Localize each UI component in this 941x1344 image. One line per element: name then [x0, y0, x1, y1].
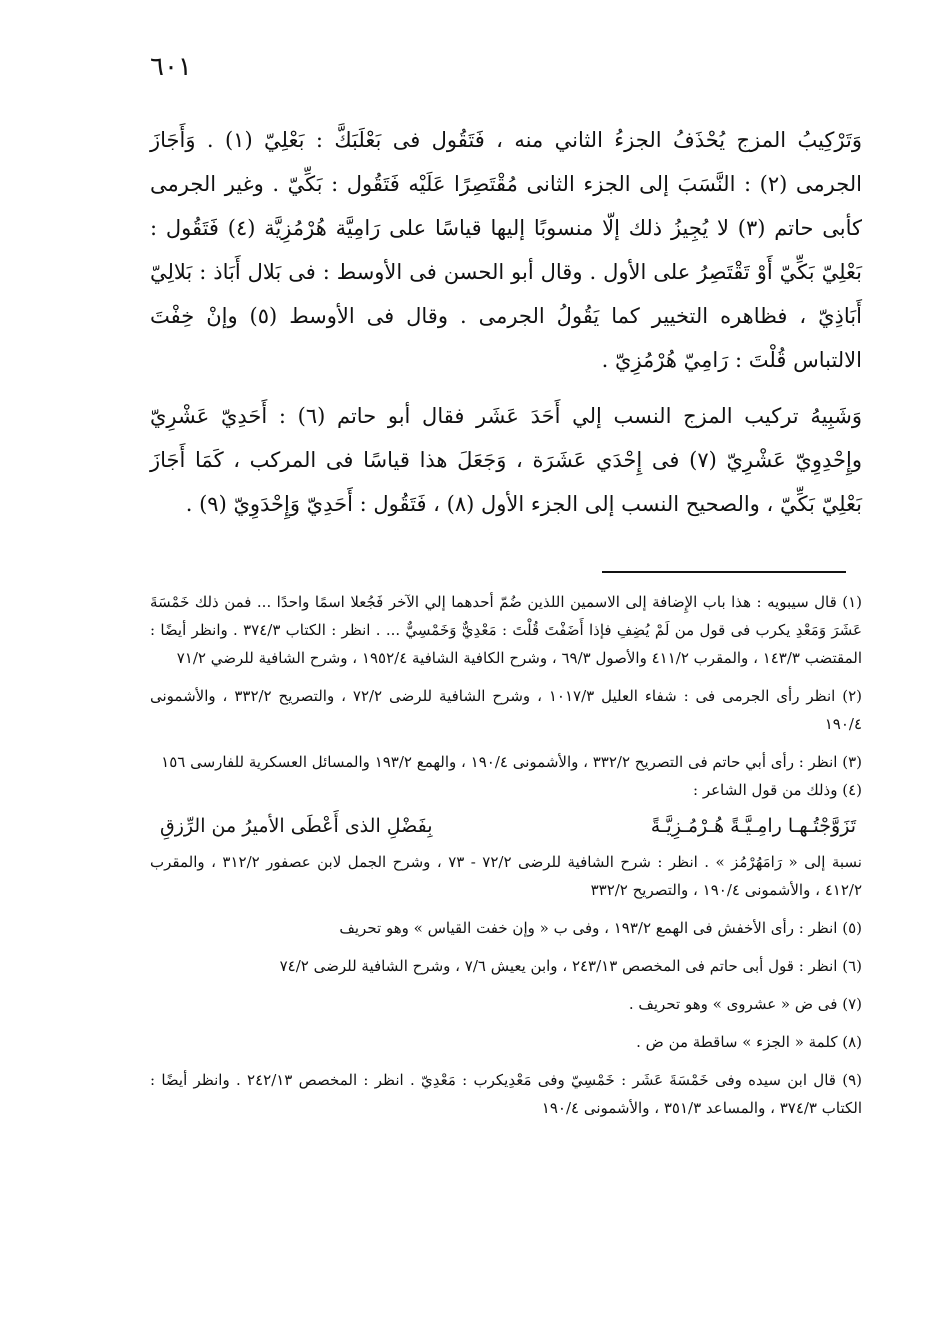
footnote-3: (٣) انظر : رأى أبي حاتم فى التصريح ٣٣٢/٢ ، والأشمونى ١٩٠/٤ ، والهمع ١٩٣/٢ والمسائل العسكرية للفارسى ١٥٦: [161, 753, 862, 771]
footnote-5: (٥) انظر : رأى الأخفش فى الهمع ١٩٣/٢ ، وفى ب « وإن خفت القياس » وهو تحريف: [339, 919, 862, 937]
footnote-9: (٩) قال ابن سيده وفى خَمْسَةَ عَشَر : خَمْسِيّ وفى مَعْدِيكرب : مَعْدِيّ . انظر : المخصص ٢٤٢/١٣ . وانظر أيضًا : الكتاب ٣٧٤/٣ ، والمساعد ٣٥١/٣ ، والأشمونى ١٩٠/٤: [150, 1071, 862, 1117]
footnote-separator: [602, 571, 846, 573]
footnote-4-continued: نسبة إلى « رَامَهُرْمُز » . انظر : شرح الشافية للرضى ٧٢/٢ - ٧٣ ، وشرح الجمل لابن عصفور ٣١٢/٢ ، والمقرب ٤١٢/٢ ، والأشمونى ١٩٠/٤ ، والتصريح ٣٣٢/٢: [150, 853, 862, 899]
footnote-7: (٧) فى ض « عشروى » وهو تحريف .: [628, 995, 862, 1013]
footnote-8: (٨) كلمة « الجزء » ساقطة من ض .: [636, 1033, 862, 1051]
footnote-2: (٢) انظر رأى الجرمى فى : شفاء العليل ١٠١٧/٣ ، وشرح الشافية للرضى ٧٢/٢ ، والتصريح ٣٣٢/٢ ، والأشمونى ١٩٠/٤: [150, 687, 863, 733]
footnote-4: (٤) وذلك من قول الشاعر :: [693, 781, 862, 799]
page-number: ٦٠١: [150, 52, 192, 82]
footnote-6: (٦) انظر : قول أبى حاتم فى المخصص ٢٤٣/١٣ ، وابن يعيش ٧/٦ ، وشرح الشافية للرضى ٧٤/٢: [279, 957, 862, 975]
paragraph: وَتَرْكِيبُ المزج يُحْذَفُ الجزءُ الثاني منه ، فَتَقُول فى بَعْلَبَكَّ : بَعْلِيّ (١) . وَأَجَازَ الجرمى (٢) : النَّسَبَ إلى الجزء الثانى مُقْتَصِرًا عَلَيْه فَتَقُول : بَكِّيّ . وغير الجرمى كأبى حاتم (٣) لا يُجِيزُ ذلك إلّا منسوبًا إليها قياسًا على رَامِيَّة هُرْمُزِيَّة (٤) فَتَقُول : بَعْلِيّ بَكِّيّ أَوْ تَقْتَصِرُ على الأول . وقال أبو الحسن فى الأوسط : فى بَلال أَبَاذ : بَلالِيّ أَبَاذِيّ ، فظاهره التخيير كما يَقُولُ الجرمى . وقال فى الأوسط (٥) وإنْ خِفْتَ الالتباس قُلْتَ : رَامِيّ هُرْمُزِيّ .: [150, 128, 863, 372]
footnotes: [150, 588, 862, 1122]
paragraph: وَشَبِيهُ تركيب المزج النسب إلي أَحَدَ عَشَر فقال أبو حاتم (٦) : أَحَدِيّ عَشْرِيّ وإِحْدِوِيّ عَشْرِيّ (٧) فى إِحْدَي عَشَرَة ، وَجَعَلَ هذا قياسًا فى المركب ، كَمَا أَجَازَ بَعْلِيّ بَكِّيّ ، والصحيح النسب إلى الجزء الأول (٨) ، فَتَقُول : أَحَدِيّ وَإِحْدَوِيّ (٩) .: [150, 404, 862, 516]
main-text: [150, 118, 862, 526]
verse-first-hemistich: تَزَوَّجْتُـهـا رامِـيَّـةً هُـرْمُـزِيَّـةً: [650, 815, 856, 837]
poetry-verse: [150, 806, 862, 846]
verse-second-hemistich: بِفَضْلِ الذى أَعْطَى الأميرُ من الرِّزقِ: [160, 815, 433, 837]
footnote-1: (١) قال سيبويه : هذا باب الإِضافة إلى الاسمين اللذين ضُمّ أحدهما إلي الآخر فَجُعلا اسمًا واحدًا ... فمن ذلك خَمْسَةَ عَشَرَ وَمَعْدِ يكرب فى قول من لَمْ يُضِفِ فإذا أَضَفْتَ قُلْتَ : مَعْدِيٌّ وَخَمْسِيٌّ ... . انظر : الكتاب ٣٧٤/٣ . وانظر أيضًا : المقتضب ١٤٣/٣ ، والمقرب ٤١١/٢ والأصول ٦٩/٣ ، وشرح الكافية الشافية ١٩٥٢/٤ ، وشرح الشافية للرضي ٧١/٢: [150, 593, 862, 667]
